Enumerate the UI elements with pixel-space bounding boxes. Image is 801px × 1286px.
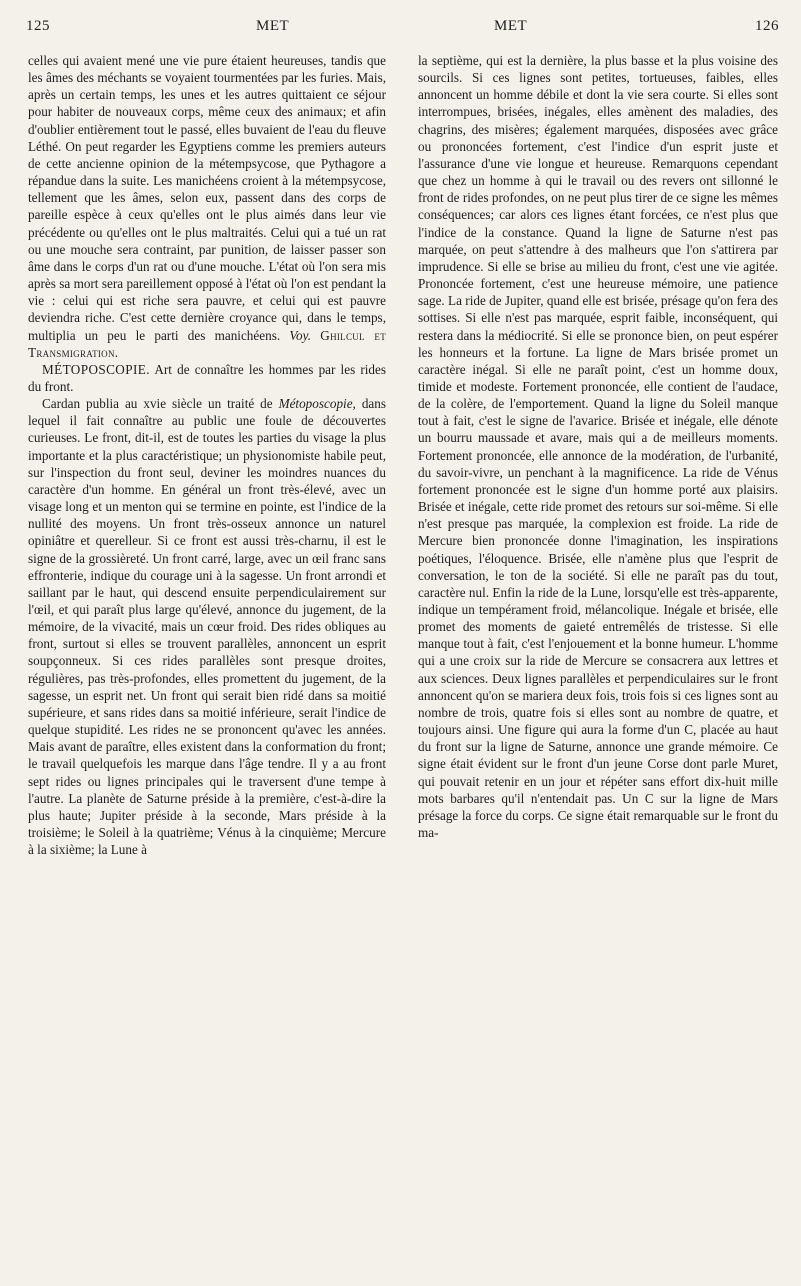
- paragraph-cardan: [28, 395, 386, 858]
- paragraph-metempsycose-end: [28, 52, 386, 361]
- left-column: [28, 52, 386, 1280]
- entry-metoposcopie: [28, 361, 386, 395]
- paragraph-text: la septième, qui est la dernière, la plus basse et la plus voisine des sourcils. Si ces lignes sont petites, tortueuses, faibles, elles annoncent un homme débile et dont la vie sera courte. Si elles sont interrompues, brisées, inégales, elles amènent des maladies, des chagrins, des misères; également marquées, disposées avec grâce ou prononcées fortement, c'est l'indice d'un esprit juste et l'assurance d'une vie longue et heureuse. Remarquons cependant que chez un homme à qui le travail ou des revers ont sillonné le front de rides profondes, on ne peut plus tirer de ce signe les mêmes conséquences; car alors ces lignes étant forcées, ce n'est plus que l'indice de la constance. Quand la ligne de Saturne n'est pas marquée, on peut s'attendre à des malheurs que l'on s'attirera par imprudence. Si elle se brise au milieu du front, c'est une vie agitée. Prononcée fortement, c'est une heureuse mémoire, une patience sage. La ride de Jupiter, quand elle est brisée, présage qu'on fera des sottises. Si elle n'est pas marquée, esprit faible, inconséquent, qui restera dans la médiocrité. Si elle se prononce bien, on peut espérer les honneurs et la fortune. La ligne de Mars brisée promet un caractère inégal. Si elle ne paraît point, c'est un homme doux, timide et modeste. Fortement prononcée, elle contient de l'audace, de la colère, de l'emportement. Quand la ligne du Soleil manque tout à fait, c'est le signe de l'avarice. Brisée et inégale, elle dénote un bourru maussade et avare, mais qui a de meilleurs moments. Fortement prononcée, elle annonce de la modération, de l'urbanité, du savoir-vivre, un penchant à la magnificence. La ride de Vénus fortement prononcée est le signe d'un homme porté aux plaisirs. Brisée et inégale, cette ride promet des retours sur soi-même. Si elle n'est presque pas marquée, la complexion est froide. La ride de Mercure bien prononcée donne l'imagination, les inspirations poétiques, l'éloquence. Brisée, elle n'amène plus que l'esprit de conversation, le ton de la société. Si elle ne paraît pas du tout, caractère nul. Enfin la ride de la Lune, lorsqu'elle est très-apparente, indique un tempérament froid, mélancolique. Inégale et brisée, elle promet des moments de gaieté entremêlés de tristesse. Si elle manque tout à fait, c'est l'enjouement et la bonne humeur. L'homme qui a une croix sur la ride de Mercure se consacrera aux lettres et aux sciences. Deux lignes parallèles et perpendiculaires sur le front annoncent qu'on se mariera deux fois, trois fois si ces lignes sont au nombre de trois, quatre fois si elles sont au nombre de quatre, et toujours ainsi. Une figure qui aura la forme d'un C, placée au haut du front sur la ligne de Saturne, annonce une grande mémoire. Ce signe était évident sur le front d'un jeune Corse dont parle Muret, qui pouvait retenir en un jour et répéter sans effort dix-huit mille mots barbares qu'il n'entendait pas. Un C sur la ligne de Mars présage la force du corps. Ce signe était remarquable sur le front du ma-: [418, 53, 778, 841]
- right-column: [418, 52, 778, 1280]
- running-head-left: MET: [256, 18, 290, 34]
- page-header: [26, 18, 779, 40]
- entry-term: MÉTOPOSCOPIE.: [42, 361, 150, 377]
- paragraph-rides: [418, 52, 778, 841]
- paragraph-text: Cardan publia au xvie siècle un traité de: [42, 396, 273, 412]
- book-title: Métoposcopie,: [278, 396, 356, 412]
- paragraph-text: celles qui avaient mené une vie pure étaient heureuses, tandis que les âmes des méchants se voyaient tourmentées par les furies. Mais, après un certain temps, les unes et les autres quittaient ce séjour pour habiter de nouveaux corps, même ceux des animaux; et afin d'oublier entièrement tout le passé, elles buvaient de l'eau du fleuve Léthé. On peut regarder les Egyptiens comme les premiers auteurs de cette ancienne opinion de la métempsycose, que Pythagore a répandue dans la suite. Les manichéens croient à la métempsycose, tellement que les âmes, selon eux, passent dans des corps de pareille espèce à ceux qu'elles ont le plus aimés dans leur vie précédente ou qu'elles ont le plus maltraités. Celui qui a tué un rat ou une mouche sera contraint, par punition, de laisser passer son âme dans le corps d'un rat ou d'une mouche. L'état où l'on sera mis après sa mort sera pareillement opposé à l'état où l'on est pendant la vie : celui qui est riche sera pauvre, et celui qui est pauvre deviendra riche. C'est cette dernière croyance qui, dans le temps, multiplia un peu le parti des manichéens.: [28, 53, 386, 343]
- page-number-left: 125: [26, 18, 50, 34]
- paragraph-text: dans lequel il fait connaître au public une foule de découvertes curieuses. Le front, dit-il, est de toutes les parties du visage la plus importante et la plus caractéristique; un physionomiste habile peut, sur l'inspection du front seul, deviner les moindres nuances du caractère d'un homme. En général un front très-élevé, avec un visage long et un menton qui se termine en pointe, est l'indice de la nullité des moyens. Un front très-osseux annonce un naturel opiniâtre et querelleur. Si ce front est aussi très-charnu, il est le signe de la grossièreté. Un front carré, large, avec un œil franc sans effronterie, indique du courage uni à la sagesse. Un front arrondi et saillant par le haut, qui descend ensuite perpendiculairement sur l'œil, et qui paraît plus large qu'élevé, annonce du jugement, de la mémoire, de la vivacité, mais un cœur froid. Des rides obliques au front, surtout si elles se trouvent parallèles, annoncent un esprit soupçonneux. Si ces rides parallèles sont presque droites, régulières, pas très-profondes, elles promettent du jugement, de la sagesse, un esprit net. Un front qui serait bien ridé dans sa moitié supérieure, et sans rides dans sa moitié inférieure, serait l'indice de quelque stupidité. Les rides ne se prononcent qu'avec les années. Mais avant de paraître, elles existent dans la conformation du front; le travail quelquefois les marque dans l'âge tendre. Il y a au front sept rides ou lignes principales qui le traversent d'une tempe à l'autre. La planète de Saturne préside à la première, c'est-à-dire la plus haute; Jupiter préside à la seconde, Mars préside à la troisième; le Soleil à la quatrième; Vénus à la cinquième; Mercure à la sixième; la Lune à: [28, 396, 386, 858]
- page-number-right: 126: [755, 18, 779, 34]
- cross-references: Ghilcul et Transmigration.: [28, 327, 386, 360]
- entry-definition: Art de connaître les hommes par les rides du front.: [28, 361, 386, 394]
- voy-label: Voy.: [289, 327, 311, 343]
- running-head-right: MET: [494, 18, 528, 34]
